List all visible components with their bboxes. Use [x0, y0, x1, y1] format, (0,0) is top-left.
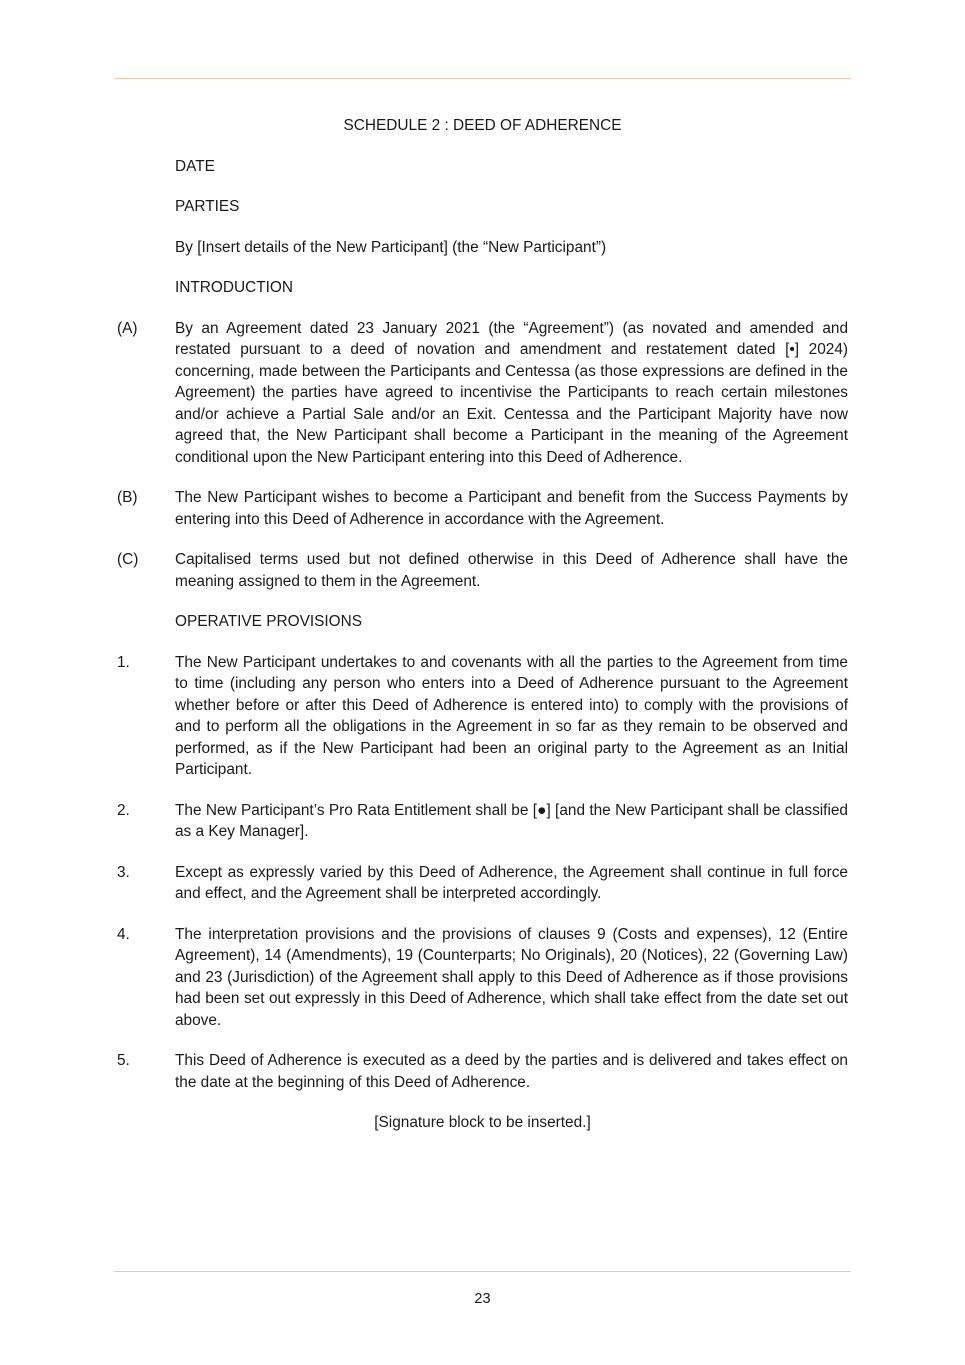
recital-text: Capitalised terms used but not defined otherwise in this Deed of Adherence shall have the meaning assigned to them in the Agreement.: [175, 551, 848, 590]
clause-text: This Deed of Adherence is executed as a deed by the parties and is delivered and takes effect on the date at the beginning of this Deed of Adherence.: [175, 1052, 848, 1091]
header-rule: [114, 78, 851, 79]
introduction-heading: INTRODUCTION: [175, 279, 293, 296]
recital-marker: (A): [117, 319, 138, 337]
clause-2: [0, 800, 965, 843]
clause-1: [0, 652, 965, 781]
footer-rule: [114, 1271, 851, 1272]
recital-c: [0, 549, 965, 592]
parties-heading: PARTIES: [175, 198, 240, 215]
clause-number: 5.: [117, 1052, 130, 1069]
recital-b: [0, 487, 965, 530]
parties-text: By [Insert details of the New Participant] (the “New Participant”): [175, 238, 607, 256]
clause-number: 3.: [117, 863, 130, 881]
recital-text: The New Participant wishes to become a Participant and benefit from the Success Payments by entering into this Deed of Adherence in accordance with the Agreement.: [175, 489, 848, 528]
clause-text: Except as expressly varied by this Deed of Adherence, the Agreement shall continue in full force and effect, and the Agreement shall be interpreted accordingly.: [175, 863, 848, 902]
recital-text: By an Agreement dated 23 January 2021 (the “Agreement”) (as novated and amended and restated pursuant to a deed of novation and amendment and restatement dated [•] 2024) concerning, made between the Participants and Centessa (as those expressions are defined in the Agreement) the parties have agreed to incentivise the Participants to reach certain milestones and/or achieve a Partial Sale and/or an Exit. Centessa and the Participant Majority have now agreed that, the New Participant shall become a Participant in the meaning of the Agreement conditional upon the New Participant entering into this Deed of Adherence.: [175, 319, 848, 466]
clause-text: The interpretation provisions and the provisions of clauses 9 (Costs and expenses), 12 (Entire Agreement), 14 (Amendments), 19 (Counterparts; No Originals), 20 (Notices), 22 (Governing Law) and 23 (Jurisdiction) of the Agreement shall apply to this Deed of Adherence as if those provisions had been set out expressly in this Deed of Adherence, which shall take effect from the date set out above.: [175, 925, 848, 1029]
signature-block-placeholder: [Signature block to be inserted.]: [374, 1114, 591, 1131]
recital-marker: (B): [117, 489, 138, 506]
clause-number: 1.: [117, 653, 130, 671]
recital-a: [0, 318, 965, 469]
clause-text: The New Participant undertakes to and covenants with all the parties to the Agreement from time to time (including any person who enters into a Deed of Adherence pursuant to the Agreement whether before or after this Deed of Adherence is entered into) to comply with the provisions of and to perform all the obligations in the Agreement in so far as they remain to be observed and performed, as if the New Participant had been an original party to the Agreement as an Initial Participant.: [175, 653, 848, 778]
clause-text: The New Participant’s Pro Rata Entitlement shall be [●] [and the New Participant shall be classified as a Key Manager].: [175, 801, 848, 840]
page-number: 23: [474, 1291, 491, 1307]
clause-5: [0, 1050, 965, 1093]
clause-4: [0, 924, 965, 1032]
schedule-title: SCHEDULE 2 : DEED OF ADHERENCE: [343, 117, 622, 134]
clause-3: [0, 862, 965, 905]
date-heading: DATE: [175, 157, 215, 175]
recital-marker: (C): [117, 551, 139, 568]
clause-number: 2.: [117, 801, 130, 819]
operative-heading: OPERATIVE PROVISIONS: [175, 613, 363, 630]
document-body: [0, 115, 965, 1134]
clause-number: 4.: [117, 925, 130, 943]
